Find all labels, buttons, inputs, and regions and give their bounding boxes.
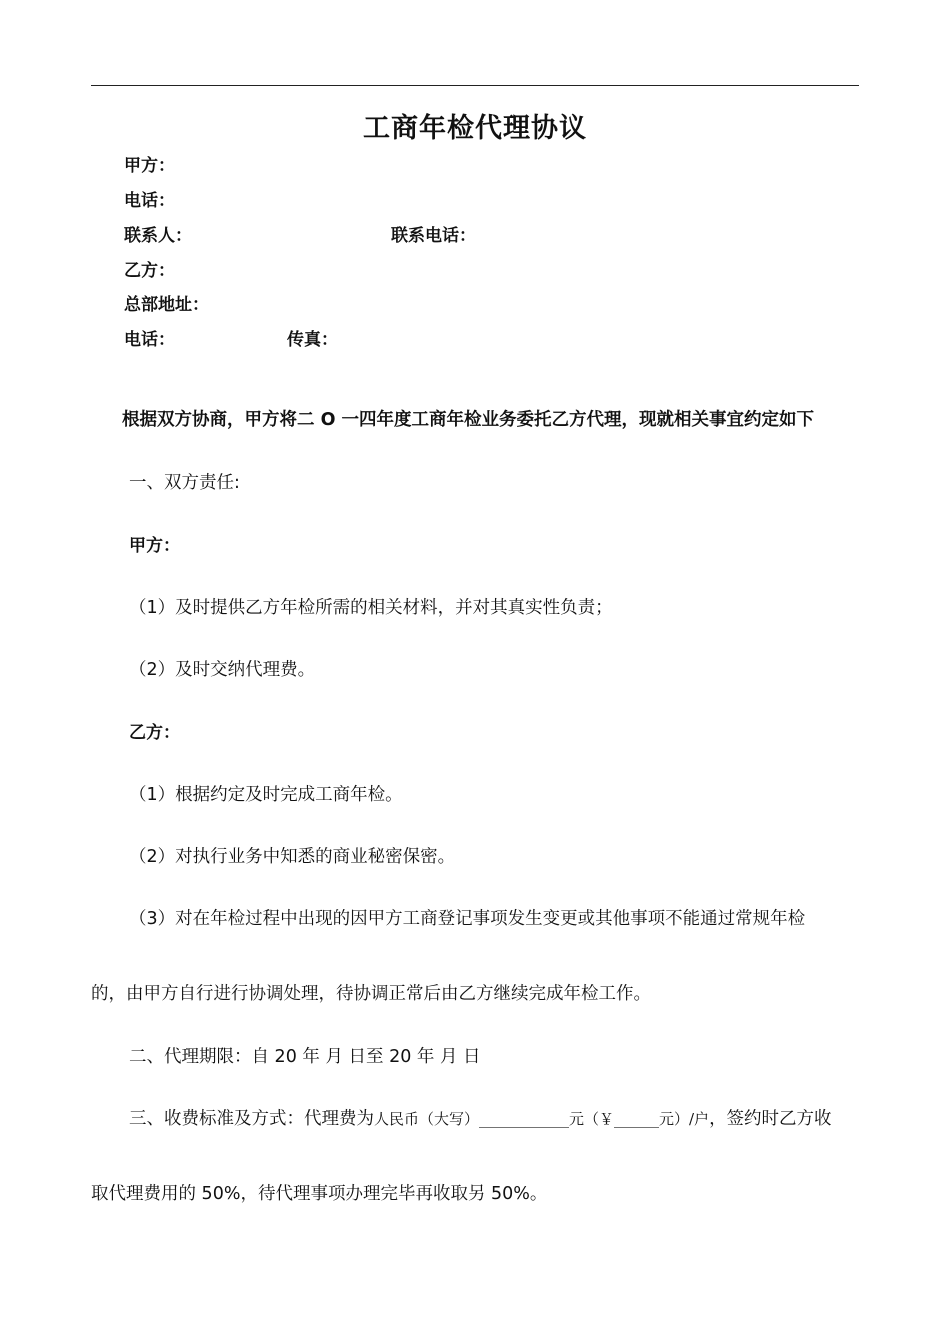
- phone-field: 电话：: [124, 191, 175, 211]
- section-3-fee-line-2: 取代理费用的 50%，待代理事项办理完毕再收取另 50%。: [91, 1184, 548, 1204]
- party-a-item-2: （2）及时交纳代理费。: [129, 660, 316, 680]
- party-a-field: 甲方：: [124, 156, 175, 176]
- party-a-item-1: （1）及时提供乙方年检所需的相关材料，并对其真实性负责；: [129, 598, 613, 618]
- party-b-label: 乙方：: [129, 723, 180, 743]
- party-b-item-2: （2）对执行业务中知悉的商业秘密保密。: [129, 847, 456, 867]
- section-1-heading: 一、双方责任:: [129, 473, 240, 493]
- fax-field: 传真：: [287, 330, 338, 350]
- document-title: 工商年检代理协议: [363, 113, 587, 144]
- contact-phone-field: 联系电话：: [391, 226, 476, 246]
- fee-prefix: 三、收费标准及方式：代理费为: [129, 1109, 374, 1129]
- fee-suffix: ，签约时乙方收: [709, 1109, 832, 1129]
- party-b-item-3: （3）对在年检过程中出现的因甲方工商登记事项发生变更或其他事项不能通过常规年检: [129, 909, 806, 929]
- section-3-fee-line: [129, 1105, 832, 1130]
- intro-paragraph: 根据双方协商，甲方将二 O 一四年度工商年检业务委托乙方代理，现就相关事宜约定如下: [122, 410, 815, 430]
- party-a-label: 甲方：: [129, 536, 180, 556]
- section-2-term: 二、代理期限：自 20 年 月 日至 20 年 月 日: [129, 1047, 481, 1067]
- party-b-item-1: （1）根据约定及时完成工商年检。: [129, 785, 403, 805]
- top-rule: [91, 85, 859, 86]
- contact-field: 联系人：: [124, 226, 192, 246]
- party-b-field: 乙方：: [124, 261, 175, 281]
- hq-address-field: 总部地址：: [124, 295, 209, 315]
- phone-field-2: 电话：: [124, 330, 175, 350]
- fee-amount: 人民币（大写）____________元（￥______元）/户: [374, 1110, 710, 1128]
- party-b-item-3-cont: 的，由甲方自行进行协调处理，待协调正常后由乙方继续完成年检工作。: [91, 984, 651, 1004]
